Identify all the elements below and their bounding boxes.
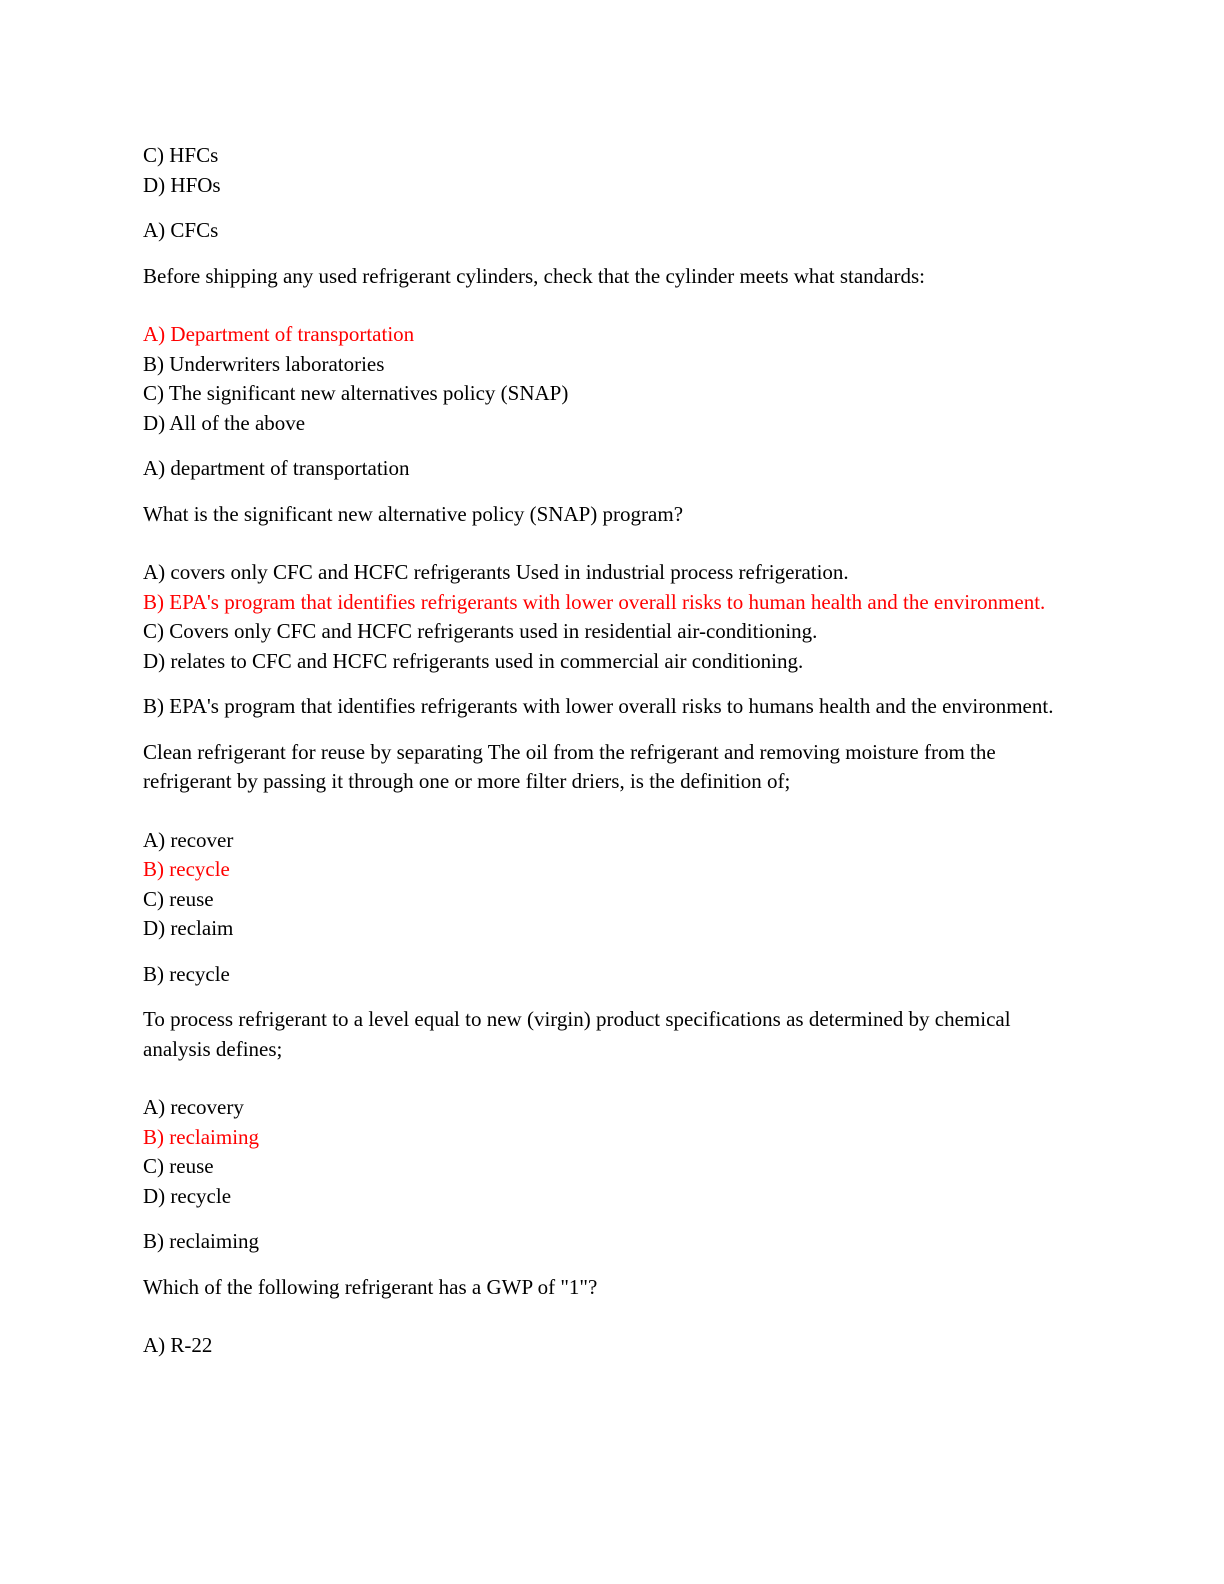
question-block <box>143 1005 1073 1257</box>
question-text: To process refrigerant to a level equal to new (virgin) product specifications as determined by chemical analysis defines; <box>143 1007 1011 1061</box>
question-block <box>143 141 1073 246</box>
answer: A) CFCs <box>143 218 219 242</box>
answer: B) EPA's program that identifies refrigerants with lower overall risks to humans health and the environment. <box>143 694 1054 718</box>
answer: B) reclaiming <box>143 1229 260 1253</box>
answer: B) recycle <box>143 961 230 986</box>
option-c: C) reuse <box>143 1154 214 1178</box>
document-page <box>143 141 1073 1361</box>
question-text: Clean refrigerant for reuse by separating The oil from the refrigerant and removing moisture from the refrigerant by passing it through one or more filter driers, is the definition of; <box>143 739 996 793</box>
question-block <box>143 262 1073 484</box>
answer: A) department of transportation <box>143 456 410 480</box>
question-block <box>143 1273 1073 1361</box>
question-text: Before shipping any used refrigerant cylinders, check that the cylinder meets what standards: <box>143 263 925 288</box>
option-a: A) R-22 <box>143 1333 213 1357</box>
option-c: C) HFCs <box>143 143 219 167</box>
option-b-correct: B) recycle <box>143 857 230 881</box>
option-a-correct: A) Department of transportation <box>143 322 415 346</box>
option-d: D) relates to CFC and HCFC refrigerants used in commercial air conditioning. <box>143 648 804 673</box>
option-d: D) HFOs <box>143 172 221 197</box>
question-text: What is the significant new alternative policy (SNAP) program? <box>143 501 684 526</box>
option-c: C) Covers only CFC and HCFC refrigerants used in residential air-conditioning. <box>143 619 818 643</box>
question-block <box>143 500 1073 722</box>
option-c: C) The significant new alternatives policy (SNAP) <box>143 381 569 405</box>
option-c: C) reuse <box>143 886 214 911</box>
option-a: A) covers only CFC and HCFC refrigerants Used in industrial process refrigeration. <box>143 560 849 584</box>
option-d: D) reclaim <box>143 916 234 940</box>
option-a: A) recover <box>143 827 234 852</box>
option-b-correct: B) EPA's program that identifies refrigerants with lower overall risks to human health and the environment. <box>143 589 1046 614</box>
option-d: D) recycle <box>143 1183 232 1208</box>
question-text: Which of the following refrigerant has a GWP of "1"? <box>143 1274 598 1299</box>
option-a: A) recovery <box>143 1095 244 1119</box>
option-b: B) Underwriters laboratories <box>143 351 385 376</box>
question-block <box>143 738 1073 990</box>
option-d: D) All of the above <box>143 410 306 435</box>
option-b-correct: B) reclaiming <box>143 1124 260 1149</box>
